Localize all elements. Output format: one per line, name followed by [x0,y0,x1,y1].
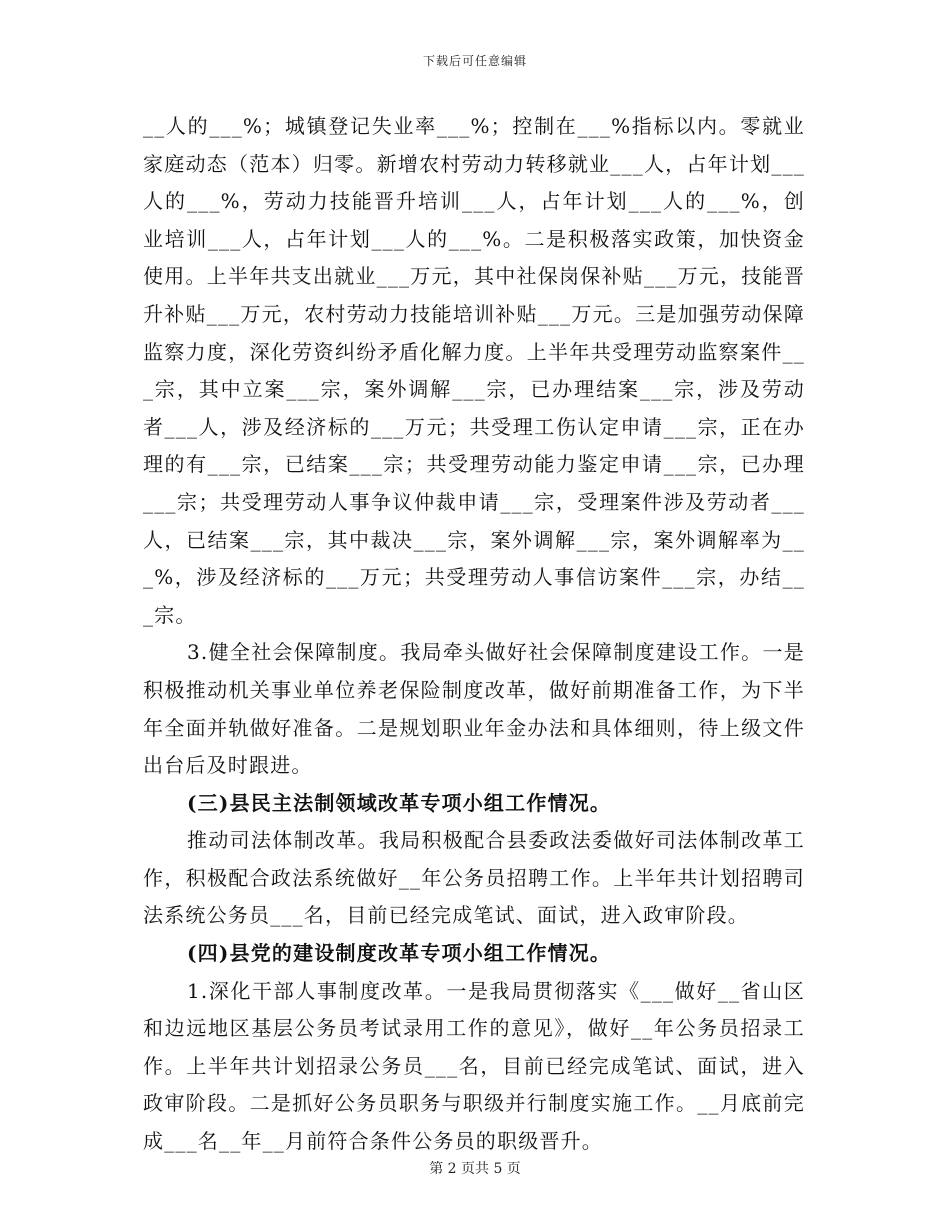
paragraph-personnel-reform: 1.深化干部人事制度改革。一是我局贯彻落实《___做好__省山区和边远地区基层公务员考试录用工作的意见》，做好__年公务员招录工作。上半年共计划招录公务员___名，目前已经完成笔试、面试，进入政审阶段。二是抓好公务员职务与职级并行制度实施工作。__月底前完成___名__年__月前符合条件公务员的职级晋升。 [143,978,805,1154]
page-number-footer: 第 2 页共 5 页 [429,1161,521,1177]
paragraph-social-security: 3.健全社会保障制度。我局牵头做好社会保障制度建设工作。一是积极推动机关事业单位养老保险制度改革，做好前期准备工作，为下半年全面并轨做好准备。二是规划职业年金办法和具体细则，待上级文件出台后及时跟进。 [143,640,805,778]
paragraph-judicial-reform: 推动司法体制改革。我局积极配合县委政法委做好司法体制改革工作，积极配合政法系统做好__年公务员招聘工作。上半年共计划招聘司法系统公务员___名，目前已经完成笔试、面试，进入政审阶段。 [143,828,805,928]
section-heading-party-building: (四)县党的建设制度改革专项小组工作情况。 [187,941,612,966]
document-body [143,108,805,1161]
page-header: 下载后可任意编辑 [422,54,527,68]
paragraph-employment-stats: __人的___%；城镇登记失业率___%；控制在___%指标以内。零就业家庭动态（范本）归零。新增农村劳动力转移就业___人，占年计划___人的___%，劳动力技能晋升培训___人，占年计划___人的___%，创业培训___人，占年计划___人的___%。二是积极落实政策，加快资金使用。上半年共支出就业___万元，其中社保岗保补贴___万元，技能晋升补贴___万元，农村劳动力技能培训补贴___万元。三是加强劳动保障监察力度，深化劳资纠纷矛盾化解力度。上半年共受理劳动监察案件___宗，其中立案___宗，案外调解___宗，已办理结案___宗，涉及劳动者___人，涉及经济标的___万元；共受理工伤认定申请___宗，正在办理的有___宗，已结案___宗；共受理劳动能力鉴定申请___宗，已办理___宗；共受理劳动人事争议仲裁申请___宗，受理案件涉及劳动者___人，已结案___宗，其中裁决___宗，案外调解___宗，案外调解率为___%，涉及经济标的___万元；共受理劳动人事信访案件___宗，办结___宗。 [143,114,805,627]
section-heading-legal-reform: (三)县民主法制领域改革专项小组工作情况。 [187,790,612,815]
